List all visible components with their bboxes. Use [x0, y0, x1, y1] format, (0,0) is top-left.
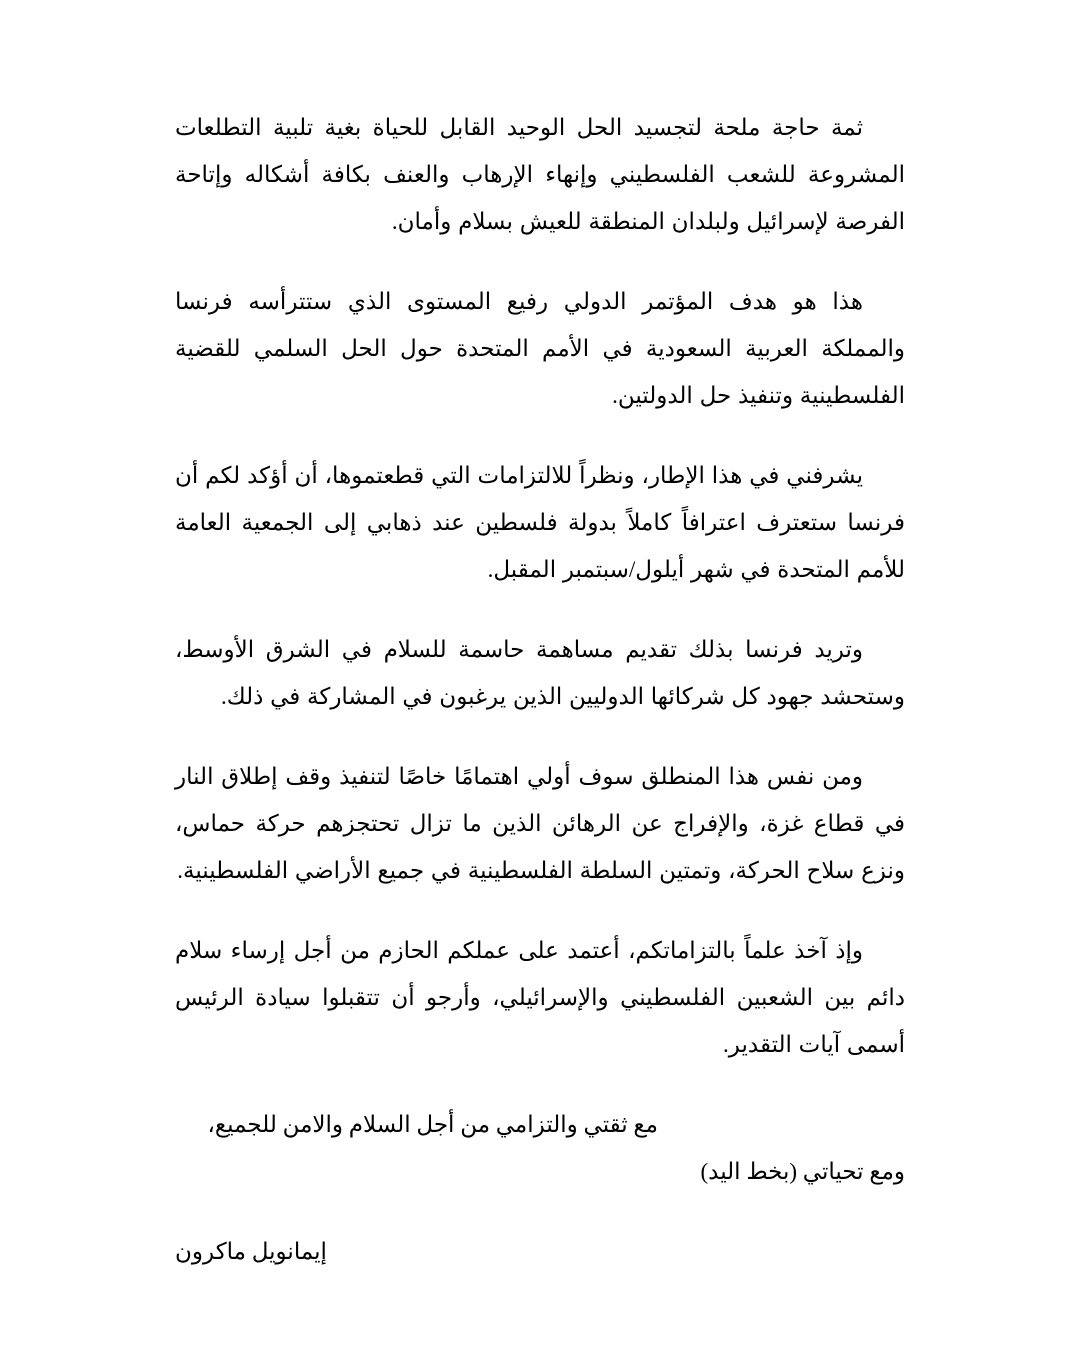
closing-line: مع ثقتي والتزامي من أجل السلام والامن للجميع، ومع تحياتي (بخط اليد) [207, 1112, 905, 1184]
letter-paragraph-1: ثمة حاجة ملحة لتجسيد الحل الوحيد القابل للحياة بغية تلبية التطلعات المشروعة للشعب الفلسطيني وإنهاء الإرهاب والعنف بكافة أشكاله وإتاحة الفرصة لإسرائيل ولبلدان المنطقة للعيش بسلام وأمان. [175, 115, 905, 234]
letter-paragraph-5: ومن نفس هذا المنطلق سوف أولي اهتمامًا خاصًا لتنفيذ وقف إطلاق النار في قطاع غزة، والإفراج عن الرهائن الذين ما تزال تحتجزهم حركة حماس، ونزع سلاح الحركة، وتمتين السلطة الفلسطينية في جميع الأراضي الفلسطينية. [175, 764, 905, 883]
letter-paragraph-2: هذا هو هدف المؤتمر الدولي رفيع المستوى الذي ستترأسه فرنسا والمملكة العربية السعودية في الأمم المتحدة حول الحل السلمي للقضية الفلسطينية وتنفيذ حل الدولتين. [175, 289, 905, 408]
letter-paragraph-3: يشرفني في هذا الإطار، ونظراً للالتزامات التي قطعتموها، أن أؤكد لكم أن فرنسا ستعترف اعترافاً كاملاً بدولة فلسطين عند ذهابي إلى الجمعية العامة للأمم المتحدة في شهر أيلول/سبتمبر المقبل. [175, 463, 905, 582]
signature-name: إيمانويل ماكرون [175, 1239, 327, 1264]
letter-paragraph-4: وتريد فرنسا بذلك تقديم مساهمة حاسمة للسلام في الشرق الأوسط، وستحشد جهود كل شركائها الدوليين الذين يرغبون في المشاركة في ذلك. [175, 637, 905, 709]
letter-paragraph-6: وإذ آخذ علماً بالتزاماتكم، أعتمد على عملكم الحازم من أجل إرساء سلام دائم بين الشعبين الفلسطيني والإسرائيلي، وأرجو أن تتقبلوا سيادة الرئيس أسمى آيات التقدير. [175, 938, 905, 1057]
